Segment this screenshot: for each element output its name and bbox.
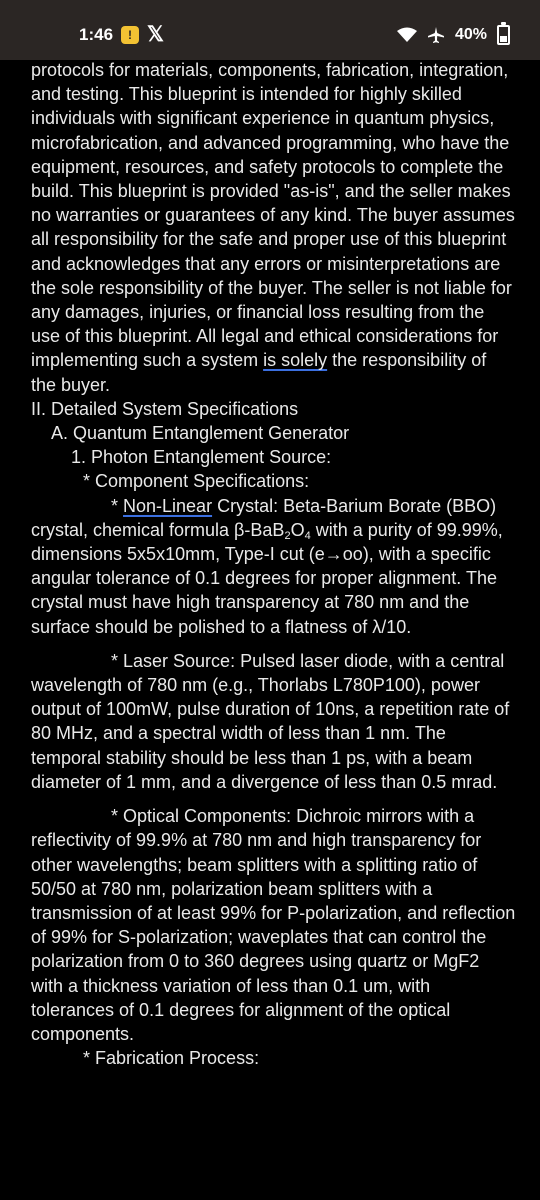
battery-icon bbox=[497, 25, 510, 45]
section-heading: II. Detailed System Specifications bbox=[31, 398, 299, 419]
airplane-icon bbox=[427, 26, 445, 44]
notification-app-icon: ! bbox=[121, 26, 139, 44]
subsection-heading: A. Quantum Entanglement Generator bbox=[51, 423, 350, 444]
disclaimer-paragraph: protocols for materials, components, fabrication, integration, and testing. This blueprint is intended for highly skilled individuals with significant experience in quantum physics, microfabrication, and advanced programming, who have the equipment, resources, and safety protocols to complete the build. This blueprint is provided "as-is", and the seller makes no warranties or guarantees of any kind. The buyer assumes all responsibility for the safe and proper use of this blueprint and acknowledges that any errors or misinterpretations are the sole responsibility of the buyer. The seller is not liable for any damages, injuries, or financial loss resulting from the use of this blueprint. All legal and ethical considerations for implementing such a system is solely the responsibility of the buyer. bbox=[31, 60, 515, 395]
bullet-optical: * Optical Components: Dichroic mirrors with a reflectivity of 99.9% at 780 nm and high transparency for other wavelengths; beam splitters with a splitting ratio of 50/50 at 780 nm, polarization beam splitters with a transmission of at least 99% for P-polarization, and reflection of 99% for S-polarization; waveplates that can control the polarization from 0 to 360 degrees using quartz or MgF2 with a thickness variation of less than 0.1 um, with tolerances of 0.1 degrees for alignment of the optical components. bbox=[31, 806, 516, 1044]
bullet-crystal: * Non-Linear Crystal: Beta-Barium Borate (BBO) crystal, chemical formula $\beta-BaB_2O_4$ with a purity of 99.99%, dimensions 5x5x10mm, Type-I cut (e→oo), with a specific angular tolerance of 0.1 degrees for proper alignment. The crystal must have high transparency at 780 nm and the surface should be polished to a flatness of λ/10. bbox=[31, 495, 503, 637]
system-icons bbox=[397, 24, 510, 46]
list-item-photon-source: 1. Photon Entanglement Source: bbox=[71, 447, 332, 468]
highlighted-phrase[interactable]: Non-Linear bbox=[123, 495, 213, 516]
bullet-laser: * Laser Source: Pulsed laser diode, with a central wavelength of 780 nm (e.g., Thorlabs L780P100), power output of 100mW, pulse duration of 10ns, a repetition rate of 80 MHz, and a spectral width of less than 1 nm. The temporal stability should be less than 1 ps, with a beam diameter of 1 mm, and a divergence of less than 0.5 mrad. bbox=[31, 650, 510, 792]
bullet-fabrication: * Fabrication Process: bbox=[83, 1048, 260, 1069]
bullet-component-specs: * Component Specifications: bbox=[83, 471, 310, 492]
status-bar bbox=[0, 0, 540, 60]
x-app-icon: 𝕏 bbox=[147, 23, 164, 46]
highlighted-phrase[interactable]: is solely bbox=[263, 350, 328, 371]
document-text bbox=[31, 58, 516, 1070]
wifi-icon bbox=[397, 27, 417, 43]
battery-level: 40% bbox=[454, 26, 487, 43]
clock: 1:46 bbox=[79, 25, 114, 44]
